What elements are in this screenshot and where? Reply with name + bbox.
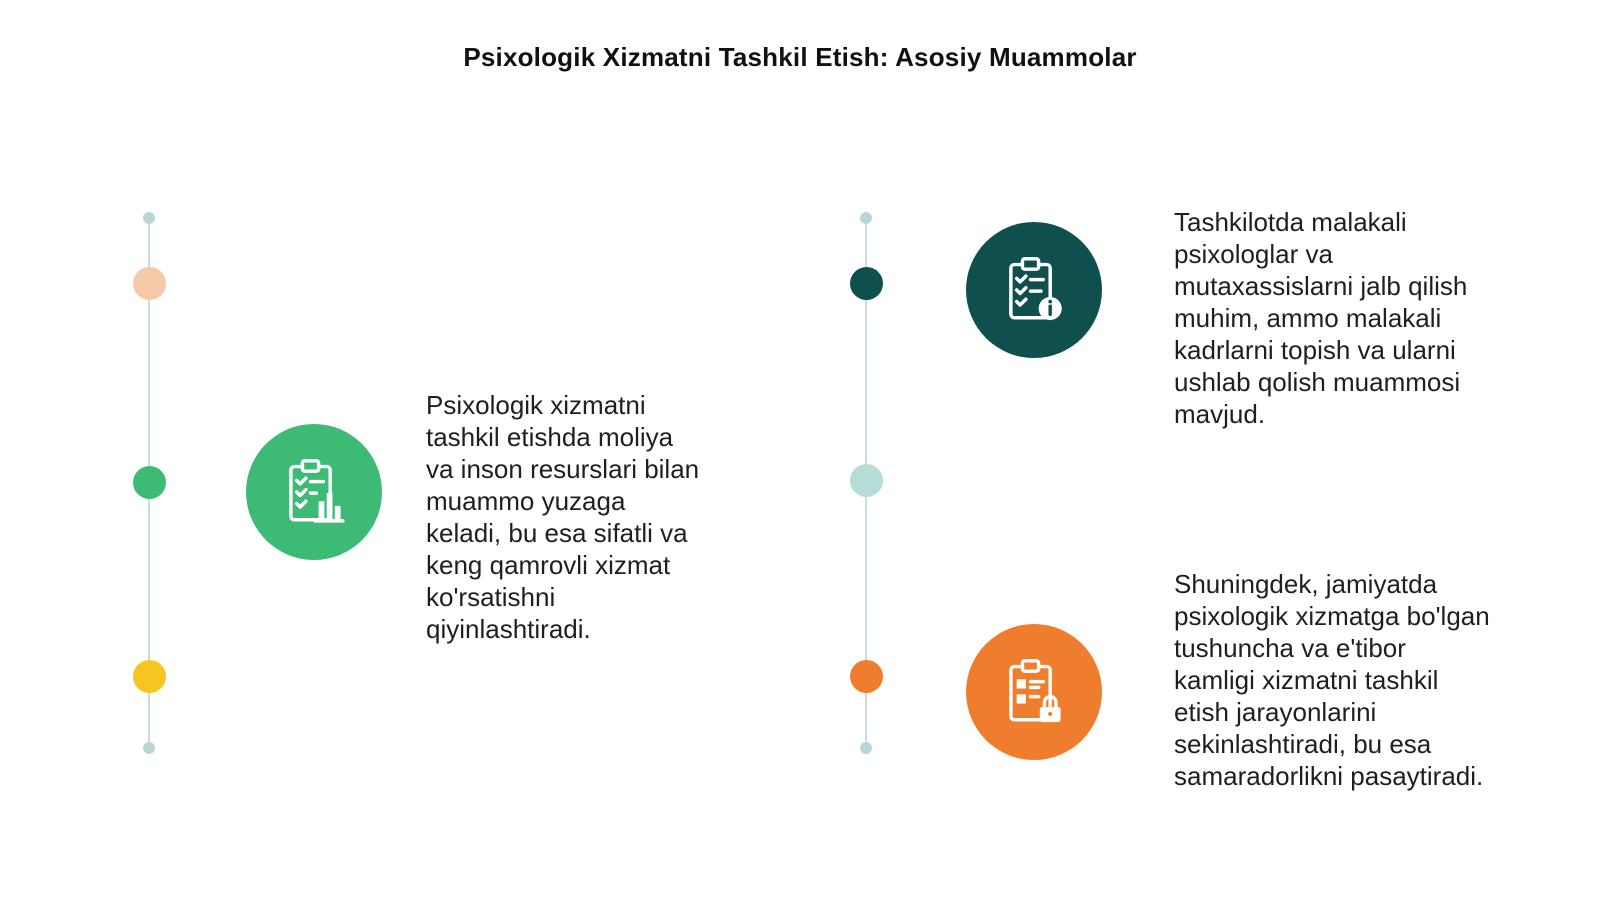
clipboard-chart-icon	[246, 424, 382, 560]
timeline-dot-green	[133, 466, 166, 499]
left-timeline	[129, 212, 169, 772]
timeline-end-dot	[860, 742, 872, 754]
right-timeline	[846, 212, 886, 772]
timeline-dot-dark-teal	[850, 267, 883, 300]
timeline-dot-orange	[850, 660, 883, 693]
page-title: Psixologik Xizmatni Tashkil Etish: Asosiy Muammolar	[463, 42, 1137, 72]
item-text: Tashkilotda malakali psixologlar va mutaxassislarni jalb qilish muhim, ammo malakali kadrlarni topish va ularni ushlab qolish muammosi mavjud.	[1174, 207, 1468, 429]
timeline-end-dot	[143, 742, 155, 754]
timeline-dot-light-teal	[850, 464, 883, 497]
timeline-end-dot	[143, 212, 155, 224]
item-text: Psixologik xizmatni tashkil etishda moliya va inson resurslari bilan muammo yuzaga keladi, bu esa sifatli va keng qamrovli xizmat ko'rsatishni qiyinlashtiradi.	[426, 390, 700, 644]
timeline-dot-yellow	[133, 660, 166, 693]
clipboard-info-icon	[966, 222, 1102, 358]
clipboard-lock-icon	[966, 624, 1102, 760]
item-text: Shuningdek, jamiyatda psixologik xizmatga bo'lgan tushuncha va e'tibor kamligi xizmatni tashkil etish jarayonlarini sekinlashtiradi, bu esa samaradorlikni pasaytiradi.	[1174, 569, 1490, 791]
timeline-end-dot	[860, 212, 872, 224]
timeline-dot-peach	[133, 267, 166, 300]
